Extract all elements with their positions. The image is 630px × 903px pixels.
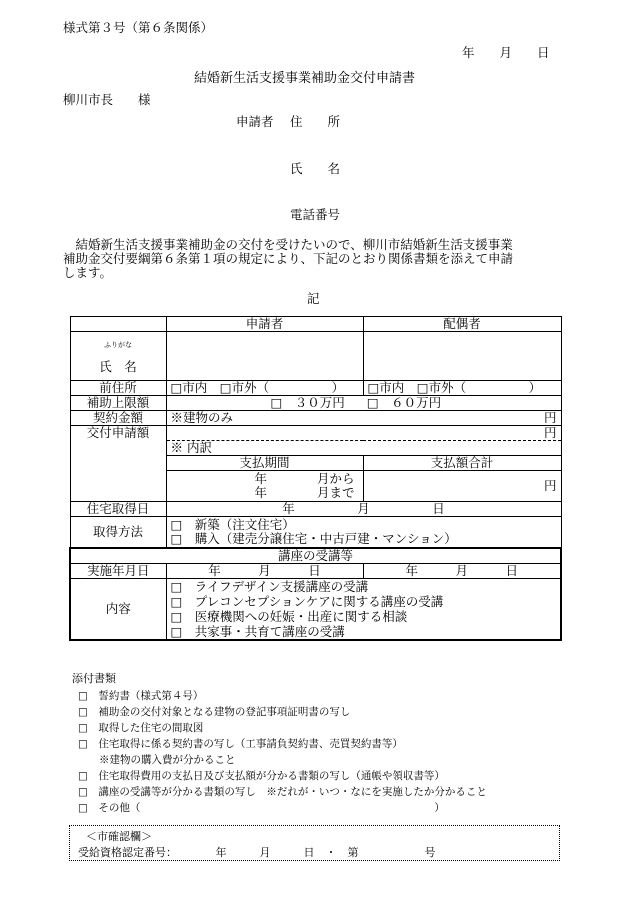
pay-period-header: 支払期間 [166, 456, 363, 471]
pay-total-header: 支払額合計 [363, 456, 561, 471]
content-label: 内容 [70, 579, 166, 641]
addressee: 柳川市長 様 [63, 92, 151, 107]
content-checkbox[interactable]: □ ライフデザイン支援講座の受講 [170, 579, 369, 594]
applicant-phone-label: 電話番号 [290, 207, 341, 222]
impl-date-field-2[interactable]: 年 月 日 [363, 564, 561, 579]
applicant-name-field[interactable] [166, 332, 363, 381]
acq-date-label: 住宅取得日 [70, 502, 166, 517]
office-use-box [69, 825, 560, 861]
contract-note: ※建物のみ [170, 410, 234, 425]
page-title: 結婚新生活支援事業補助金交付申請書 [194, 71, 416, 86]
applicant-address-label: 住 所 [290, 114, 341, 129]
attachment-item[interactable]: □ その他（ ） [78, 802, 445, 814]
method-options[interactable] [166, 517, 561, 549]
date-line: 年 月 日 [462, 45, 550, 60]
limit-options[interactable] [166, 396, 561, 411]
limit-30-checkbox[interactable]: □ ３０万円 [270, 395, 345, 410]
yen-unit: 円 [543, 410, 557, 425]
attachment-item[interactable]: □ 住宅取得に係る契約書の写し（工事請負契約書、売買契約書等） [78, 738, 403, 750]
col-applicant: 申請者 [166, 317, 363, 332]
spouse-name-field[interactable] [363, 332, 561, 381]
office-cert-line: 受給資格認定番号： 年 月 日 ・ 第 号 [78, 846, 436, 859]
attachment-item[interactable]: □ 住宅取得費用の支払日及び支払額が分かる書類の写し（通帳や領収書等） [78, 770, 445, 782]
body-text [63, 238, 513, 280]
attachment-note: ※建物の購入費が分かること [78, 754, 236, 766]
applicant-prev-address[interactable]: □市内 □市外（ ） [166, 381, 363, 396]
method-new-checkbox[interactable]: □ 新築（注文住宅） [170, 517, 295, 532]
content-checkbox[interactable]: □ プレコンセプションケアに関する講座の受講 [170, 594, 444, 609]
pay-total-field[interactable] [363, 471, 561, 502]
content-options[interactable] [166, 579, 561, 641]
apply-label: 交付申請額 [70, 426, 166, 502]
impl-date-label: 実施年月日 [70, 564, 166, 579]
applicant-name-label: 氏 名 [290, 161, 341, 176]
limit-label: 補助上限額 [70, 396, 166, 411]
corner-cell [70, 317, 166, 332]
yen-unit: 円 [543, 478, 557, 493]
application-table [69, 316, 562, 641]
body-line: 結婚新生活支援事業補助金の交付を受けたいので、柳川市結婚新生活支援事業 [63, 237, 513, 252]
office-heading: ＜市確認欄＞ [86, 830, 152, 843]
name-label-cell [70, 332, 166, 381]
col-spouse: 配偶者 [363, 317, 561, 332]
attachment-item[interactable]: □ 取得した住宅の間取図 [78, 722, 204, 734]
furigana-label: ふりがな [104, 341, 132, 349]
attachment-item[interactable]: □ 講座の受講等が分かる書類の写し ※だれが・いつ・なにを実施したか分かること [78, 786, 487, 798]
apply-amount-field[interactable] [166, 426, 561, 441]
from-line: 年 月から [254, 471, 355, 486]
form-label: 様式第３号（第６条関係） [63, 20, 214, 35]
course-header: 講座の受講等 [70, 548, 561, 564]
contract-label: 契約金額 [70, 411, 166, 426]
pay-period-field[interactable] [166, 471, 363, 502]
name-label: 氏 名 [99, 359, 137, 374]
attachment-item[interactable]: □ 補助金の交付対象となる建物の登記事項証明書の写し [78, 706, 351, 718]
contract-field[interactable] [166, 411, 561, 426]
attachment-item[interactable]: □ 誓約書（様式第４号） [78, 690, 204, 702]
body-line: します。 [63, 265, 113, 280]
ki-label: 記 [307, 291, 320, 306]
yen-unit: 円 [543, 425, 557, 440]
prev-address-label: 前住所 [70, 381, 166, 396]
impl-date-field-1[interactable]: 年 月 日 [166, 564, 363, 579]
to-line: 年 月まで [254, 485, 355, 500]
breakdown-label: ※ 内訳 [166, 441, 561, 456]
content-checkbox[interactable]: □ 共家事・共育て講座の受講 [170, 624, 345, 639]
attachments-heading: 添付書類 [72, 672, 116, 685]
acq-date-field[interactable]: 年 月 日 [166, 502, 561, 517]
method-label: 取得方法 [70, 517, 166, 549]
method-purchase-checkbox[interactable]: □ 購入（建売分譲住宅・中古戸建・マンション） [170, 531, 457, 546]
body-line: 補助金交付要綱第６条第１項の規定により、下記のとおり関係書類を添えて申請 [63, 251, 514, 266]
content-checkbox[interactable]: □ 医療機関への妊娠・出産に関する相談 [170, 609, 408, 624]
spouse-prev-address[interactable]: □市内 □市外（ ） [363, 381, 561, 396]
applicant-label: 申請者 [236, 114, 274, 129]
limit-60-checkbox[interactable]: □ ６０万円 [366, 395, 442, 410]
